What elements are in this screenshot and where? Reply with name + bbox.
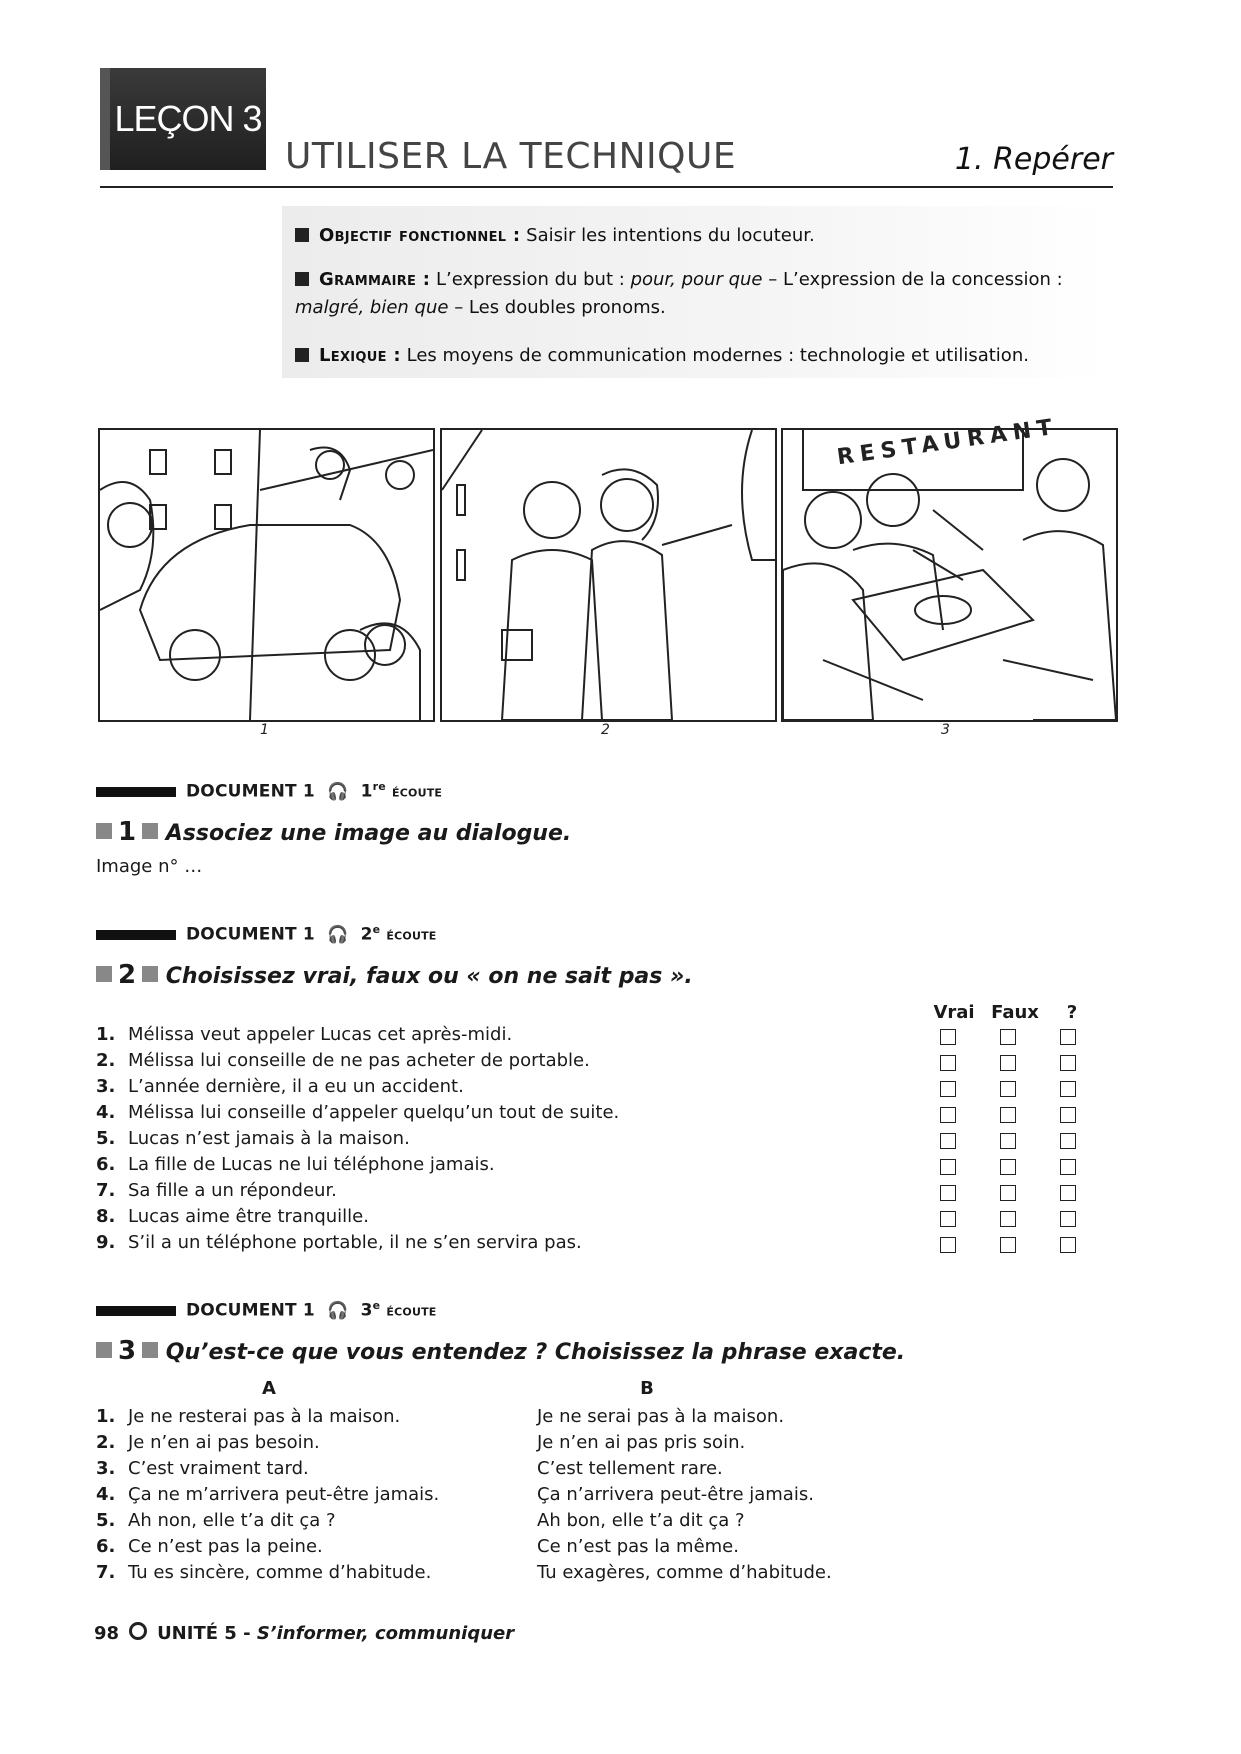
ecoute-sup: re [372,780,386,793]
unknown-checkbox[interactable] [1060,1211,1076,1227]
statement-number: 6. [96,1154,116,1175]
statement-text: Mélissa lui conseille d’appeler quelqu’un tout de suite. [128,1102,620,1123]
exercise-3-number: 3 [118,1336,137,1366]
grey-square [96,823,112,839]
sentence-a[interactable]: Tu es sincère, comme d’habitude. [128,1562,432,1583]
exercise-2-title: Choisissez vrai, faux ou « on ne sait pas ». [165,964,693,989]
page-footer [94,1622,514,1644]
vrai-checkbox[interactable] [940,1237,956,1253]
statement-row [96,1126,619,1152]
statement-text: Sa fille a un répondeur. [128,1180,337,1201]
objectif-text: Saisir les intentions du locuteur. [526,225,815,246]
exercise-3-list [96,1404,832,1586]
lexique-line [295,342,1029,370]
column-faux: Faux [991,1002,1039,1023]
page-number: 98 [94,1623,120,1644]
grammaire-label: Grammaire : [319,269,431,290]
sentence-pair-row [96,1508,745,1534]
headphones-icon[interactable]: 🎧 [327,924,349,945]
statement-number: 9. [96,1232,116,1253]
sentence-number: 5. [96,1510,116,1531]
grey-square [96,1342,112,1358]
sentence-number: 3. [96,1458,116,1479]
unknown-checkbox[interactable] [1060,1237,1076,1253]
lesson-badge: LEÇON 3 [100,68,266,170]
bullet-square [295,272,309,286]
vrai-checkbox[interactable] [940,1185,956,1201]
column-b: B [640,1378,654,1399]
exercise-1-answer: Image n° … [96,856,203,877]
header-rule [100,186,1113,188]
objectif-line [295,222,815,250]
sentence-number: 2. [96,1432,116,1453]
sentence-number: 7. [96,1562,116,1583]
unit-title: S’informer, communiquer [256,1623,515,1644]
grey-square [96,966,112,982]
exercise-3-heading [96,1336,905,1366]
faux-checkbox[interactable] [1000,1159,1016,1175]
sentence-pair-row [96,1534,739,1560]
statement-text: La fille de Lucas ne lui téléphone jamais. [128,1154,495,1175]
sentence-a[interactable]: Je ne resterai pas à la maison. [128,1406,401,1427]
vrai-checkbox[interactable] [940,1081,956,1097]
statement-text: Mélissa lui conseille de ne pas acheter de portable. [128,1050,590,1071]
faux-checkbox[interactable] [1000,1107,1016,1123]
column-unknown: ? [1066,1002,1078,1023]
sentence-pair-row [96,1430,746,1456]
statement-row [96,1152,619,1178]
circle-icon [129,1622,147,1640]
sentence-a[interactable]: Ça ne m’arrivera peut-être jamais. [128,1484,440,1505]
unknown-checkbox[interactable] [1060,1159,1076,1175]
statement-text: Mélissa veut appeler Lucas cet après-midi. [128,1024,513,1045]
statement-number: 4. [96,1102,116,1123]
sentence-pair-row [96,1482,814,1508]
faux-checkbox[interactable] [1000,1237,1016,1253]
ecoute-word: écoute [392,782,443,801]
caption-3: 3 [941,722,950,738]
ecoute-sup: e [372,923,381,936]
illustration-3-drawing [783,430,1116,720]
doc-bar [96,787,176,797]
headphones-icon[interactable]: 🎧 [327,781,349,802]
faux-checkbox[interactable] [1000,1211,1016,1227]
exercise-2-heading [96,960,693,990]
unknown-checkbox[interactable] [1060,1055,1076,1071]
statement-number: 5. [96,1128,116,1149]
statement-row [96,1074,619,1100]
bullet-square [295,228,309,242]
faux-checkbox[interactable] [1000,1185,1016,1201]
vrai-checkbox[interactable] [940,1133,956,1149]
illustration-2-drawing [442,430,775,720]
caption-2: 2 [601,722,610,738]
doc2-label: DOCUMENT 1 [186,924,315,945]
statement-text: Lucas n’est jamais à la maison. [128,1128,410,1149]
sentence-pair-row [96,1456,723,1482]
unknown-checkbox[interactable] [1060,1029,1076,1045]
doc3-header [186,1299,437,1321]
doc-bar [96,930,176,940]
statement-row [96,1022,619,1048]
grammaire-line [295,266,1115,322]
ecoute-num: 3 [360,1300,373,1321]
statement-text: L’année dernière, il a eu un accident. [128,1076,464,1097]
exercise-1-number: 1 [118,817,137,847]
bullet-square [295,348,309,362]
sentence-a[interactable]: Je n’en ai pas besoin. [128,1432,320,1453]
exercise-2-checkboxes [940,1029,1100,1269]
sentence-b[interactable]: C’est tellement rare. [537,1458,723,1479]
doc1-header [186,780,442,802]
grammaire-italic-2: malgré, bien que [295,297,449,318]
illustration-1-drawing [100,430,433,720]
sentence-b[interactable]: Ça n’arrivera peut-être jamais. [537,1484,814,1505]
grammaire-italic-1: pour, pour que [630,269,763,290]
faux-checkbox[interactable] [1000,1133,1016,1149]
vrai-checkbox[interactable] [940,1107,956,1123]
unknown-checkbox[interactable] [1060,1081,1076,1097]
grammaire-text-2: – L’expression de la concession : [768,269,1063,290]
sentence-a[interactable]: Ah non, elle t’a dit ça ? [128,1510,336,1531]
vrai-checkbox[interactable] [940,1029,956,1045]
statement-row [96,1204,619,1230]
statement-number: 1. [96,1024,116,1045]
statement-text: S’il a un téléphone portable, il ne s’en servira pas. [128,1232,582,1253]
ecoute-num: 2 [360,924,373,945]
unit-label: UNITÉ 5 - [157,1623,251,1644]
illustration-panel-3 [781,428,1118,722]
statement-number: 8. [96,1206,116,1227]
sentence-a[interactable]: C’est vraiment tard. [128,1458,309,1479]
statement-number: 2. [96,1050,116,1071]
column-a: A [262,1378,276,1399]
grey-square [142,966,158,982]
vrai-checkbox[interactable] [940,1159,956,1175]
sentence-number: 4. [96,1484,116,1505]
faux-checkbox[interactable] [1000,1081,1016,1097]
restaurant-sign: RESTAURANT [835,414,1060,471]
ecoute-num: 1 [360,781,373,802]
headphones-icon[interactable]: 🎧 [327,1300,349,1321]
exercise-2-list [96,1022,619,1256]
sentence-b[interactable]: Je n’en ai pas pris soin. [537,1432,746,1453]
statement-row [96,1230,619,1256]
grammaire-text-3: – Les doubles pronoms. [454,297,666,318]
sentence-number: 1. [96,1406,116,1427]
ecoute-sup: e [372,1299,381,1312]
illustration-panel-2 [440,428,777,722]
vrai-checkbox[interactable] [940,1211,956,1227]
statement-row [96,1048,619,1074]
grammaire-text-1: L’expression du but : [436,269,625,290]
exercise-3-title: Qu’est-ce que vous entendez ? Choisissez la phrase exacte. [165,1340,906,1365]
doc-bar [96,1306,176,1316]
section-title: 1. Repérer [954,142,1113,177]
exercise-2-number: 2 [118,960,137,990]
vrai-checkbox[interactable] [940,1055,956,1071]
grey-square [142,823,158,839]
doc1-label: DOCUMENT 1 [186,781,315,802]
exercise-1-heading [96,817,571,847]
page-title: UTILISER LA TECHNIQUE [285,136,737,177]
sentence-b[interactable]: Ah bon, elle t’a dit ça ? [537,1510,745,1531]
unknown-checkbox[interactable] [1060,1133,1076,1149]
caption-1: 1 [260,722,269,738]
column-vrai: Vrai [933,1002,975,1023]
sentence-b[interactable]: Je ne serai pas à la maison. [537,1406,785,1427]
statement-row [96,1100,619,1126]
faux-checkbox[interactable] [1000,1029,1016,1045]
lexique-text: Les moyens de communication modernes : technologie et utilisation. [406,345,1029,366]
statement-number: 7. [96,1180,116,1201]
sentence-a[interactable]: Ce n’est pas la peine. [128,1536,323,1557]
ecoute-word: écoute [386,925,437,944]
sentence-pair-row [96,1560,832,1586]
unknown-checkbox[interactable] [1060,1185,1076,1201]
ecoute-word: écoute [386,1301,437,1320]
statement-number: 3. [96,1076,116,1097]
sentence-number: 6. [96,1536,116,1557]
lexique-label: Lexique : [319,345,401,366]
sentence-b[interactable]: Tu exagères, comme d’habitude. [537,1562,832,1583]
statement-row [96,1178,619,1204]
sentence-b[interactable]: Ce n’est pas la même. [537,1536,739,1557]
exercise-1-title: Associez une image au dialogue. [165,821,572,846]
sentence-pair-row [96,1404,785,1430]
illustration-panel-1 [98,428,435,722]
statement-text: Lucas aime être tranquille. [128,1206,369,1227]
doc2-header [186,923,437,945]
faux-checkbox[interactable] [1000,1055,1016,1071]
unknown-checkbox[interactable] [1060,1107,1076,1123]
objectif-label: Objectif fonctionnel : [319,225,521,246]
doc3-label: DOCUMENT 1 [186,1300,315,1321]
grey-square [142,1342,158,1358]
